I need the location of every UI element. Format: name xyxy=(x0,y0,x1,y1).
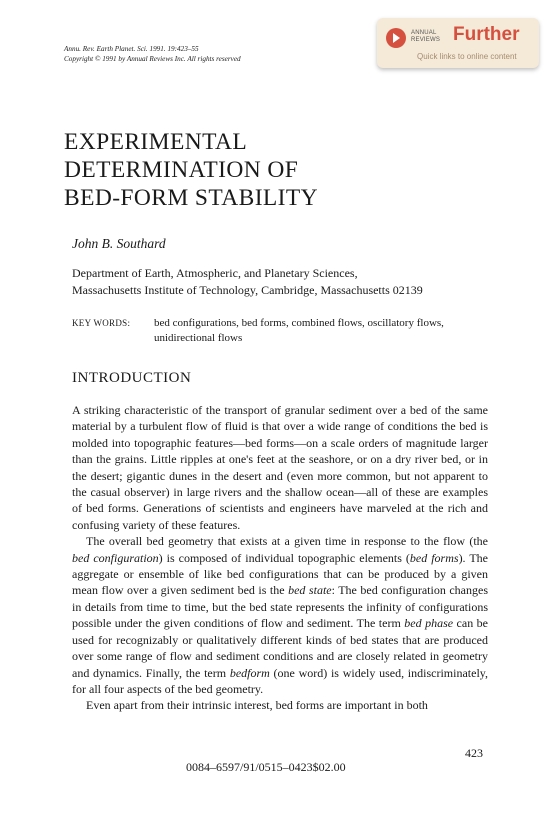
page-number: 423 xyxy=(465,746,483,760)
paragraph-3: Even apart from their intrinsic interest, bed forms are important in both xyxy=(86,698,428,713)
author-affiliation: Department of Earth, Atmospheric, and Planetary Sciences, Massachusetts Institute of Technology, Cambridge, Massachusetts 02139 xyxy=(72,266,423,297)
paragraph-1: A striking characteristic of the transport of granular sediment over a bed of the same material by a turbulent flow of fluid is that over a wide range of conditions the bed is molded into topographic features—bed forms—on a scale orders of magnitude larger than the grains. Little ripples at one's feet at the seashore, or on a dry river bed, or in the desert; gigantic dunes in the desert and (even more common, but not apparent to the casual observer) in large rivers and the shallow ocean—all of these are examples of bed forms. Generations of scientists and engineers have marveled at the rich and confusing variety of these features. xyxy=(72,403,488,532)
further-links-badge[interactable] xyxy=(377,18,539,68)
citation-copyright: Copyright © 1991 by Annual Reviews Inc. All rights reserved xyxy=(64,55,241,63)
annual-reviews-logo-text: ANNUAL REVIEWS xyxy=(411,30,441,43)
citation-block xyxy=(64,44,241,64)
article-title: EXPERIMENTAL DETERMINATION OF BED-FORM STABILITY xyxy=(64,129,319,211)
article-code: 0084–6597/91/0515–0423$02.00 xyxy=(186,760,346,774)
citation-journal: Annu. Rev. Earth Planet. Sci. 1991. 19:423–55 xyxy=(64,45,199,53)
body-text xyxy=(72,402,488,714)
play-arrow-icon xyxy=(386,28,406,48)
section-heading: INTRODUCTION xyxy=(72,370,192,386)
keywords-text: bed configurations, bed forms, combined flows, oscillatory flows, unidirectional flows xyxy=(154,317,444,344)
further-word: Further xyxy=(453,24,520,45)
keywords-label: KEY WORDS: xyxy=(72,318,131,328)
further-subtitle: Quick links to online content xyxy=(417,52,517,61)
author-name: John B. Southard xyxy=(72,236,166,251)
paragraph-2: The overall bed geometry that exists at a given time in response to the flow (the bed configuration) is composed of individual topographic elements (bed forms). The aggregate or ensemble of like bed configurations that can be produced by a given mean flow over a given sediment bed is the bed state: The bed configuration changes in details from time to time, but the bed state represents the infinity of configurations possible under the given conditions of flow and sediment. The term bed phase can be used for recognizably or qualitatively different kinds of bed states that are produced over some range of flow and sediment conditions and are closely related in geometry and dynamics. Finally, the term bedform (one word) is widely used, indiscriminately, for all four aspects of the bed geometry. xyxy=(72,534,488,696)
